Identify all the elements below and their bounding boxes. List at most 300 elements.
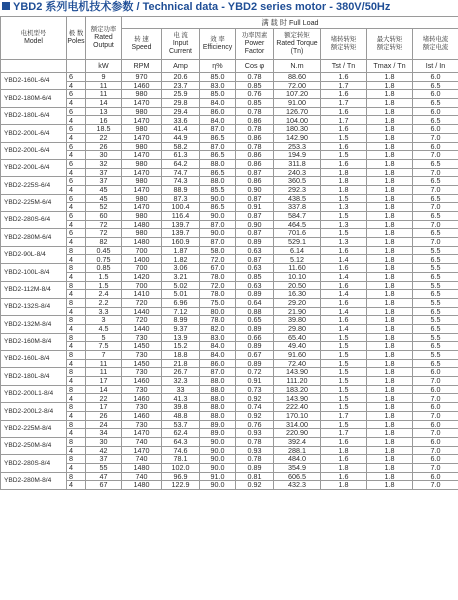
locked-rotor-torque-cell: 1.8 xyxy=(321,446,367,455)
header-unit-blank-poles xyxy=(67,60,86,73)
locked-rotor-current-cell: 6.5 xyxy=(413,272,458,281)
locked-rotor-current-cell: 6.0 xyxy=(413,385,458,394)
speed-cell: 1470 xyxy=(122,99,162,108)
poles-cell: 6 xyxy=(67,73,86,82)
max-torque-cell: 1.8 xyxy=(367,290,413,299)
efficiency-cell: 86.5 xyxy=(200,133,236,142)
table-row xyxy=(1,246,458,255)
locked-rotor-current-cell: 5.5 xyxy=(413,351,458,360)
unit-amp: Amp xyxy=(162,60,200,73)
header-current xyxy=(162,29,200,60)
model-cell: YBD2-180L-6/4 xyxy=(1,107,67,124)
speed-cell: 1410 xyxy=(122,290,162,299)
table-row xyxy=(1,212,458,221)
efficiency-cell: 88.0 xyxy=(200,394,236,403)
power-factor-cell: 0.78 xyxy=(236,437,274,446)
max-torque-cell: 1.8 xyxy=(367,455,413,464)
unit-cos-phi: Cos φ xyxy=(236,60,274,73)
rated-torque-cell: 584.7 xyxy=(274,212,321,221)
efficiency-cell: 78.0 xyxy=(200,272,236,281)
max-torque-cell: 1.8 xyxy=(367,90,413,99)
power-factor-cell: 0.86 xyxy=(236,177,274,186)
header-current-cn: 电 流 xyxy=(173,32,188,39)
poles-cell: 8 xyxy=(67,298,86,307)
rated-torque-cell: 126.70 xyxy=(274,107,321,116)
model-cell: YBD2-200L1-8/4 xyxy=(1,385,67,402)
current-cell: 48.8 xyxy=(162,411,200,420)
locked-rotor-current-cell: 6.5 xyxy=(413,255,458,264)
current-cell: 18.8 xyxy=(162,351,200,360)
header-efficiency xyxy=(200,29,236,60)
current-cell: 100.4 xyxy=(162,203,200,212)
power-factor-cell: 0.87 xyxy=(236,229,274,238)
locked-rotor-torque-cell: 1.6 xyxy=(321,264,367,273)
unit-nm: N.m xyxy=(274,60,321,73)
locked-rotor-current-cell: 5.5 xyxy=(413,298,458,307)
output-cell: 22 xyxy=(86,394,122,403)
poles-cell: 4 xyxy=(67,116,86,125)
max-torque-cell: 1.8 xyxy=(367,481,413,490)
poles-cell: 4 xyxy=(67,463,86,472)
table-row xyxy=(1,168,458,177)
current-cell: 78.1 xyxy=(162,455,200,464)
power-factor-cell: 0.87 xyxy=(236,168,274,177)
current-cell: 58.2 xyxy=(162,142,200,151)
rated-torque-cell: 91.60 xyxy=(274,351,321,360)
current-cell: 8.99 xyxy=(162,316,200,325)
power-factor-cell: 0.87 xyxy=(236,255,274,264)
locked-rotor-current-cell: 6.0 xyxy=(413,472,458,481)
max-torque-cell: 1.8 xyxy=(367,446,413,455)
model-cell: YBD2-225M-8/4 xyxy=(1,420,67,437)
rated-torque-cell: 314.00 xyxy=(274,420,321,429)
efficiency-cell: 86.5 xyxy=(200,151,236,160)
efficiency-cell: 85.0 xyxy=(200,73,236,82)
rated-torque-cell: 194.9 xyxy=(274,151,321,160)
header-current-en: Input Current xyxy=(169,40,192,55)
model-cell: YBD2-225S-6/4 xyxy=(1,177,67,194)
poles-cell: 6 xyxy=(67,177,86,186)
header-unit-blank-model xyxy=(1,60,67,73)
speed-cell: 720 xyxy=(122,316,162,325)
technical-data-table-wrapper xyxy=(0,16,458,490)
efficiency-cell: 88.0 xyxy=(200,403,236,412)
speed-cell: 980 xyxy=(122,229,162,238)
power-factor-cell: 0.65 xyxy=(236,316,274,325)
locked-rotor-torque-cell: 1.5 xyxy=(321,377,367,386)
table-row xyxy=(1,368,458,377)
header-model-cn: 电机型号 xyxy=(20,30,47,37)
model-cell: YBD2-160L-8/4 xyxy=(1,351,67,368)
locked-rotor-torque-cell: 1.5 xyxy=(321,342,367,351)
speed-cell: 980 xyxy=(122,125,162,134)
poles-cell: 6 xyxy=(67,159,86,168)
unit-tmax-tn: Tmax / Tn xyxy=(367,60,413,73)
output-cell: 47 xyxy=(86,472,122,481)
model-cell: YBD2-90L-8/4 xyxy=(1,246,67,263)
current-cell: 5.01 xyxy=(162,290,200,299)
speed-cell: 1470 xyxy=(122,151,162,160)
rated-torque-cell: 180.30 xyxy=(274,125,321,134)
locked-rotor-current-cell: 6.5 xyxy=(413,212,458,221)
rated-torque-cell: 337.8 xyxy=(274,203,321,212)
output-cell: 14 xyxy=(86,99,122,108)
efficiency-cell: 67.0 xyxy=(200,264,236,273)
technical-data-table xyxy=(0,16,458,490)
poles-cell: 4 xyxy=(67,255,86,264)
locked-rotor-torque-cell: 1.5 xyxy=(321,333,367,342)
rated-torque-cell: 21.90 xyxy=(274,307,321,316)
output-cell: 52 xyxy=(86,203,122,212)
max-torque-cell: 1.8 xyxy=(367,351,413,360)
poles-cell: 6 xyxy=(67,229,86,238)
table-row xyxy=(1,238,458,247)
output-cell: 4.5 xyxy=(86,324,122,333)
header-output xyxy=(86,17,122,60)
locked-rotor-torque-cell: 1.5 xyxy=(321,385,367,394)
poles-cell: 8 xyxy=(67,385,86,394)
locked-rotor-torque-cell: 1.5 xyxy=(321,212,367,221)
table-row xyxy=(1,316,458,325)
speed-cell: 1470 xyxy=(122,429,162,438)
table-row xyxy=(1,420,458,429)
locked-rotor-current-cell: 5.5 xyxy=(413,281,458,290)
rated-torque-cell: 143.90 xyxy=(274,394,321,403)
locked-rotor-current-cell: 6.5 xyxy=(413,229,458,238)
rated-torque-cell: 438.5 xyxy=(274,194,321,203)
power-factor-cell: 0.89 xyxy=(236,324,274,333)
power-factor-cell: 0.78 xyxy=(236,455,274,464)
speed-cell: 1400 xyxy=(122,255,162,264)
locked-rotor-current-cell: 6.5 xyxy=(413,324,458,333)
locked-rotor-torque-cell: 1.5 xyxy=(321,368,367,377)
rated-torque-cell: 65.40 xyxy=(274,333,321,342)
current-cell: 33.6 xyxy=(162,116,200,125)
locked-rotor-current-cell: 7.0 xyxy=(413,203,458,212)
speed-cell: 980 xyxy=(122,90,162,99)
output-cell: 11 xyxy=(86,368,122,377)
title-separator: / xyxy=(133,1,143,13)
output-cell: 11 xyxy=(86,359,122,368)
table-row xyxy=(1,403,458,412)
power-factor-cell: 0.78 xyxy=(236,107,274,116)
efficiency-cell: 75.0 xyxy=(200,298,236,307)
table-row xyxy=(1,481,458,490)
output-cell: 0.45 xyxy=(86,246,122,255)
model-cell: YBD2-200L-6/4 xyxy=(1,142,67,159)
speed-cell: 700 xyxy=(122,281,162,290)
max-torque-cell: 1.8 xyxy=(367,238,413,247)
locked-rotor-torque-cell: 1.6 xyxy=(321,472,367,481)
locked-rotor-current-cell: 6.5 xyxy=(413,81,458,90)
max-torque-cell: 1.8 xyxy=(367,81,413,90)
locked-rotor-current-cell: 7.0 xyxy=(413,151,458,160)
output-cell: 17 xyxy=(86,377,122,386)
header-full-load: 满 载 时 Full Load xyxy=(122,17,458,29)
output-cell: 37 xyxy=(86,168,122,177)
max-torque-cell: 1.8 xyxy=(367,107,413,116)
table-row xyxy=(1,255,458,264)
locked-rotor-torque-cell: 1.6 xyxy=(321,73,367,82)
header-model-en: Model xyxy=(24,38,43,45)
speed-cell: 720 xyxy=(122,298,162,307)
model-cell: YBD2-112M-8/4 xyxy=(1,281,67,298)
rated-torque-cell: 72.40 xyxy=(274,359,321,368)
rated-torque-cell: 701.6 xyxy=(274,229,321,238)
output-cell: 45 xyxy=(86,185,122,194)
title-en: Technical data - YBD2 series motor - 380V/50Hz xyxy=(142,1,391,13)
speed-cell: 980 xyxy=(122,107,162,116)
efficiency-cell: 87.0 xyxy=(200,238,236,247)
rated-torque-cell: 10.10 xyxy=(274,272,321,281)
efficiency-cell: 88.0 xyxy=(200,411,236,420)
max-torque-cell: 1.8 xyxy=(367,229,413,238)
current-cell: 3.06 xyxy=(162,264,200,273)
locked-rotor-current-cell: 6.5 xyxy=(413,159,458,168)
locked-rotor-torque-cell: 1.6 xyxy=(321,142,367,151)
poles-cell: 6 xyxy=(67,125,86,134)
locked-rotor-current-cell: 7.0 xyxy=(413,168,458,177)
speed-cell: 1460 xyxy=(122,81,162,90)
current-cell: 102.0 xyxy=(162,463,200,472)
rated-torque-cell: 29.20 xyxy=(274,298,321,307)
current-cell: 33 xyxy=(162,385,200,394)
current-cell: 20.6 xyxy=(162,73,200,82)
header-rated-torque-en: Rated Torque (Tn) xyxy=(276,40,318,55)
poles-cell: 6 xyxy=(67,212,86,221)
poles-cell: 6 xyxy=(67,194,86,203)
model-cell: YBD2-225M-6/4 xyxy=(1,194,67,211)
poles-cell: 4 xyxy=(67,185,86,194)
current-cell: 41.3 xyxy=(162,394,200,403)
rated-torque-cell: 16.30 xyxy=(274,290,321,299)
header-speed xyxy=(122,29,162,60)
poles-cell: 4 xyxy=(67,81,86,90)
output-cell: 26 xyxy=(86,142,122,151)
locked-rotor-torque-cell: 1.5 xyxy=(321,151,367,160)
poles-cell: 8 xyxy=(67,264,86,273)
current-cell: 15.2 xyxy=(162,342,200,351)
rated-torque-cell: 360.5 xyxy=(274,177,321,186)
power-factor-cell: 0.76 xyxy=(236,420,274,429)
output-cell: 82 xyxy=(86,238,122,247)
efficiency-cell: 85.0 xyxy=(200,90,236,99)
output-cell: 67 xyxy=(86,481,122,490)
locked-rotor-torque-cell: 1.5 xyxy=(321,229,367,238)
efficiency-cell: 72.0 xyxy=(200,255,236,264)
rated-torque-cell: 20.50 xyxy=(274,281,321,290)
rated-torque-cell: 220.90 xyxy=(274,429,321,438)
table-row xyxy=(1,359,458,368)
locked-rotor-current-cell: 6.0 xyxy=(413,73,458,82)
rated-torque-cell: 170.10 xyxy=(274,411,321,420)
current-cell: 3.21 xyxy=(162,272,200,281)
current-cell: 13.9 xyxy=(162,333,200,342)
poles-cell: 4 xyxy=(67,203,86,212)
locked-rotor-torque-cell: 1.6 xyxy=(321,159,367,168)
rated-torque-cell: 354.9 xyxy=(274,463,321,472)
speed-cell: 1450 xyxy=(122,359,162,368)
table-row xyxy=(1,203,458,212)
header-power-factor-en: Power Factor xyxy=(244,40,265,55)
power-factor-cell: 0.86 xyxy=(236,151,274,160)
rated-torque-cell: 464.5 xyxy=(274,220,321,229)
header-lrt-en: 额定转矩 xyxy=(330,44,357,51)
speed-cell: 1470 xyxy=(122,185,162,194)
header-locked-rotor-torque xyxy=(321,29,367,60)
efficiency-cell: 90.0 xyxy=(200,481,236,490)
max-torque-cell: 1.8 xyxy=(367,116,413,125)
current-cell: 41.4 xyxy=(162,125,200,134)
speed-cell: 730 xyxy=(122,351,162,360)
power-factor-cell: 0.86 xyxy=(236,159,274,168)
locked-rotor-current-cell: 6.0 xyxy=(413,437,458,446)
current-cell: 7.12 xyxy=(162,307,200,316)
locked-rotor-torque-cell: 1.3 xyxy=(321,203,367,212)
output-cell: 42 xyxy=(86,446,122,455)
locked-rotor-current-cell: 6.5 xyxy=(413,307,458,316)
speed-cell: 1470 xyxy=(122,203,162,212)
power-factor-cell: 0.92 xyxy=(236,481,274,490)
efficiency-cell: 88.0 xyxy=(200,177,236,186)
table-row xyxy=(1,142,458,151)
speed-cell: 1440 xyxy=(122,324,162,333)
max-torque-cell: 1.8 xyxy=(367,194,413,203)
output-cell: 1.5 xyxy=(86,272,122,281)
table-row xyxy=(1,90,458,99)
output-cell: 55 xyxy=(86,463,122,472)
rated-torque-cell: 6.14 xyxy=(274,246,321,255)
table-row xyxy=(1,411,458,420)
locked-rotor-torque-cell: 1.5 xyxy=(321,420,367,429)
poles-cell: 8 xyxy=(67,351,86,360)
poles-cell: 4 xyxy=(67,99,86,108)
power-factor-cell: 0.89 xyxy=(236,463,274,472)
locked-rotor-torque-cell: 1.6 xyxy=(321,246,367,255)
power-factor-cell: 0.93 xyxy=(236,446,274,455)
rated-torque-cell: 39.80 xyxy=(274,316,321,325)
power-factor-cell: 0.88 xyxy=(236,307,274,316)
power-factor-cell: 0.72 xyxy=(236,368,274,377)
speed-cell: 1480 xyxy=(122,238,162,247)
output-cell: 72 xyxy=(86,229,122,238)
model-cell: YBD2-200L2-8/4 xyxy=(1,403,67,420)
locked-rotor-current-cell: 6.0 xyxy=(413,107,458,116)
table-row xyxy=(1,281,458,290)
table-row xyxy=(1,116,458,125)
poles-cell: 8 xyxy=(67,403,86,412)
max-torque-cell: 1.8 xyxy=(367,255,413,264)
table-row xyxy=(1,159,458,168)
locked-rotor-torque-cell: 1.7 xyxy=(321,411,367,420)
power-factor-cell: 0.63 xyxy=(236,264,274,273)
rated-torque-cell: 104.00 xyxy=(274,116,321,125)
rated-torque-cell: 107.20 xyxy=(274,90,321,99)
max-torque-cell: 1.8 xyxy=(367,472,413,481)
locked-rotor-torque-cell: 1.8 xyxy=(321,463,367,472)
model-cell: YBD2-180M-6/4 xyxy=(1,90,67,107)
table-row xyxy=(1,229,458,238)
speed-cell: 730 xyxy=(122,420,162,429)
power-factor-cell: 0.76 xyxy=(236,90,274,99)
rated-torque-cell: 392.4 xyxy=(274,437,321,446)
rated-torque-cell: 288.1 xyxy=(274,446,321,455)
title-cn: YBD2 系列电机技术参数 xyxy=(13,1,134,13)
table-row xyxy=(1,324,458,333)
locked-rotor-torque-cell: 1.7 xyxy=(321,429,367,438)
model-cell: YBD2-160L-6/4 xyxy=(1,73,67,90)
locked-rotor-torque-cell: 1.6 xyxy=(321,455,367,464)
power-factor-cell: 0.67 xyxy=(236,351,274,360)
current-cell: 23.7 xyxy=(162,81,200,90)
current-cell: 29.8 xyxy=(162,99,200,108)
poles-cell: 4 xyxy=(67,394,86,403)
current-cell: 44.9 xyxy=(162,133,200,142)
header-lrt-cn: 堵转转矩 xyxy=(330,36,357,43)
table-row xyxy=(1,394,458,403)
locked-rotor-torque-cell: 1.4 xyxy=(321,307,367,316)
output-cell: 37 xyxy=(86,455,122,464)
output-cell: 72 xyxy=(86,220,122,229)
locked-rotor-current-cell: 7.0 xyxy=(413,411,458,420)
poles-cell: 4 xyxy=(67,151,86,160)
model-cell: YBD2-250M-8/4 xyxy=(1,437,67,454)
max-torque-cell: 1.8 xyxy=(367,324,413,333)
locked-rotor-current-cell: 6.0 xyxy=(413,455,458,464)
efficiency-cell: 88.0 xyxy=(200,385,236,394)
locked-rotor-torque-cell: 1.6 xyxy=(321,125,367,134)
header-lrc-cn: 堵转电流 xyxy=(422,36,449,43)
header-output-en: Rated Output xyxy=(93,34,114,49)
power-factor-cell: 0.87 xyxy=(236,212,274,221)
max-torque-cell: 1.8 xyxy=(367,125,413,134)
efficiency-cell: 86.0 xyxy=(200,359,236,368)
page-title xyxy=(0,0,458,14)
header-rated-torque xyxy=(274,29,321,60)
output-cell: 26 xyxy=(86,411,122,420)
locked-rotor-torque-cell: 1.7 xyxy=(321,116,367,125)
current-cell: 116.4 xyxy=(162,212,200,221)
header-poles xyxy=(67,17,86,60)
table-row xyxy=(1,455,458,464)
speed-cell: 980 xyxy=(122,177,162,186)
poles-cell: 4 xyxy=(67,168,86,177)
output-cell: 7.5 xyxy=(86,342,122,351)
power-factor-cell: 0.91 xyxy=(236,377,274,386)
max-torque-cell: 1.8 xyxy=(367,420,413,429)
poles-cell: 4 xyxy=(67,324,86,333)
efficiency-cell: 82.0 xyxy=(200,324,236,333)
table-row xyxy=(1,290,458,299)
poles-cell: 8 xyxy=(67,420,86,429)
speed-cell: 1480 xyxy=(122,220,162,229)
output-cell: 60 xyxy=(86,212,122,221)
locked-rotor-current-cell: 7.0 xyxy=(413,446,458,455)
poles-cell: 4 xyxy=(67,133,86,142)
header-efficiency-en: Efficiency xyxy=(202,44,233,51)
poles-cell: 4 xyxy=(67,429,86,438)
rated-torque-cell: 5.12 xyxy=(274,255,321,264)
poles-cell: 8 xyxy=(67,316,86,325)
max-torque-cell: 1.8 xyxy=(367,281,413,290)
speed-cell: 1440 xyxy=(122,307,162,316)
current-cell: 64.2 xyxy=(162,159,200,168)
poles-cell: 4 xyxy=(67,307,86,316)
speed-cell: 740 xyxy=(122,455,162,464)
output-cell: 3.3 xyxy=(86,307,122,316)
power-factor-cell: 0.63 xyxy=(236,246,274,255)
speed-cell: 1460 xyxy=(122,377,162,386)
